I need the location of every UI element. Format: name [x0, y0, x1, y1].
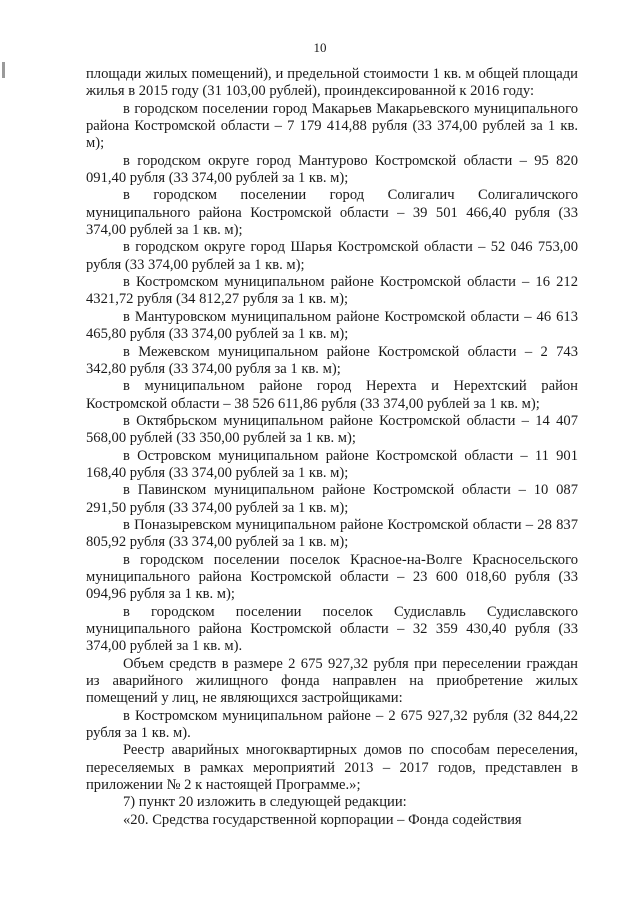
- paragraph: в городском поселении поселок Красное-на-Волге Красносельского муниципального района Костромской области – 23 600 018,60 рубля (33 094,96 рубля за 1 кв. м);: [86, 551, 578, 603]
- paragraph: Объем средств в размере 2 675 927,32 рубля при переселении граждан из аварийного жилищного фонда направлен на приобретение жилых помещений у лиц, не являющихся застройщиками:: [86, 655, 578, 707]
- paragraph: в городском поселении город Макарьев Макарьевского муниципального района Костромской области – 7 179 414,88 рубля (33 374,00 рублей за 1 кв. м);: [86, 100, 578, 152]
- paragraph: в Мантуровском муниципальном районе Костромской области – 46 613 465,80 рубля (33 374,00 рублей за 1 кв. м);: [86, 308, 578, 343]
- paragraph: в Октябрьском муниципальном районе Костромской области – 14 407 568,00 рублей (33 350,00 рублей за 1 кв. м);: [86, 412, 578, 447]
- document-body: [86, 66, 578, 829]
- paragraph: в Костромском муниципальном районе – 2 675 927,32 рубля (32 844,22 рубля за 1 кв. м).: [86, 707, 578, 742]
- paragraph: в Островском муниципальном районе Костромской области – 11 901 168,40 рубля (33 374,00 рублей за 1 кв. м);: [86, 447, 578, 481]
- paragraph: в Костромском муниципальном районе Костромской области – 16 212 4321,72 рубля (34 812,27 рубля за 1 кв. м);: [86, 274, 578, 308]
- paragraph: «20. Средства государственной корпорации – Фонда содействия: [123, 811, 522, 828]
- paragraph: в городском поселении город Солигалич Солигаличского муниципального района Костромской области – 39 501 466,40 рубля (33 374,00 рублей за 1 кв. м);: [86, 187, 578, 239]
- paragraph: в городском поселении поселок Судиславль Судиславского муниципального района Костромской области – 32 359 430,40 рубля (33 374,00 рублей за 1 кв. м).: [86, 603, 578, 655]
- page-number: 10: [313, 40, 327, 55]
- paragraph: в муниципальном районе город Нерехта и Нерехтский район Костромской области – 38 526 611,86 рубля (33 374,00 рублей за 1 кв. м);: [86, 378, 578, 412]
- paragraph: в городском округе город Мантурово Костромской области – 95 820 091,40 рубля (33 374,00 рублей за 1 кв. м);: [86, 152, 578, 187]
- paragraph: в Межевском муниципальном районе Костромской области – 2 743 342,80 рубля (33 374,00 рубля за 1 кв. м);: [86, 343, 578, 377]
- paragraph: в Павинском муниципальном районе Костромской области – 10 087 291,50 рубля (33 374,00 рублей за 1 кв. м);: [86, 482, 578, 516]
- scan-edge-mark: [2, 62, 5, 78]
- paragraph: Реестр аварийных многоквартирных домов по способам переселения, переселяемых в рамках мероприятий 2013 – 2017 годов, представлен в приложении № 2 к настоящей Программе.»;: [86, 742, 578, 794]
- paragraph: 7) пункт 20 изложить в следующей редакции:: [123, 794, 407, 811]
- paragraph: площади жилых помещений), и предельной стоимости 1 кв. м общей площади жилья в 2015 году (31 103,00 рублей), проиндексированной к 2016 году:: [86, 66, 578, 100]
- paragraph: в городском округе город Шарья Костромской области – 52 046 753,00 рубля (33 374,00 рублей за 1 кв. м);: [86, 239, 578, 273]
- paragraph: в Поназыревском муниципальном районе Костромской области – 28 837 805,92 рубля (33 374,00 рублей за 1 кв. м);: [86, 516, 578, 551]
